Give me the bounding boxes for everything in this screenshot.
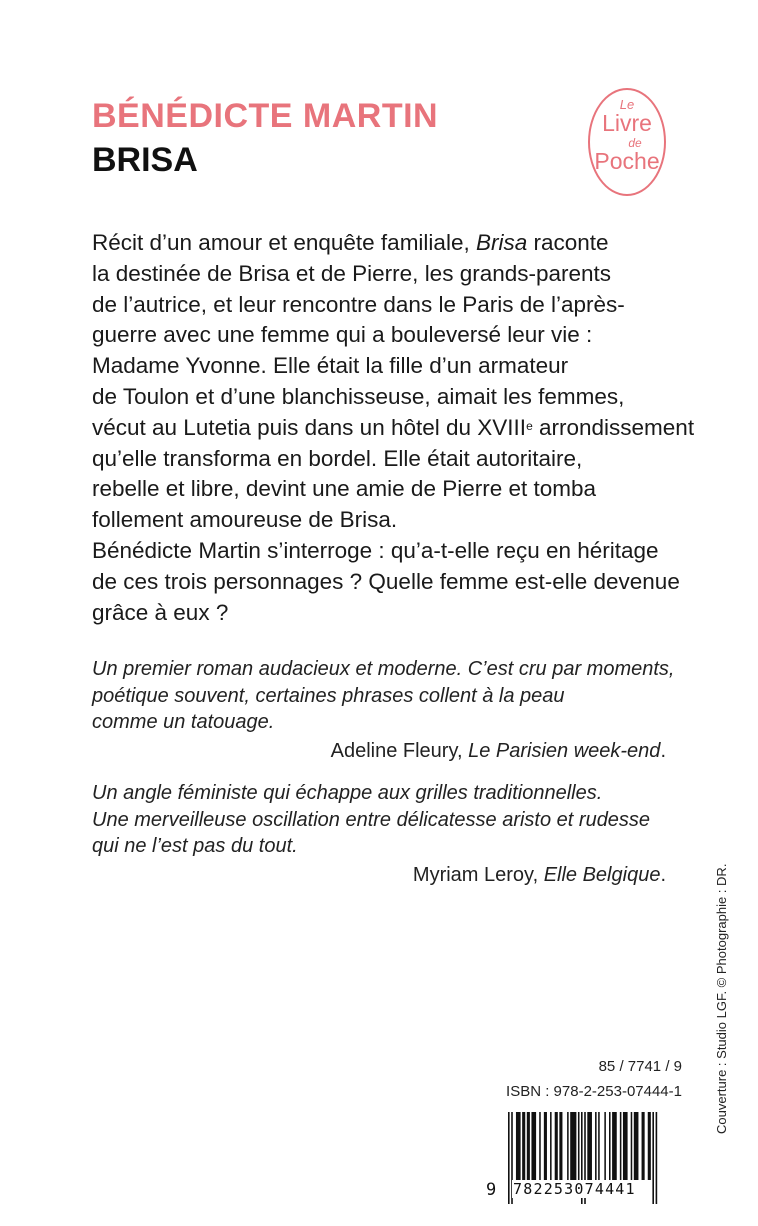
quote-line: comme un tatouage. bbox=[92, 711, 275, 733]
barcode-digits: 782253074441 bbox=[513, 1180, 636, 1198]
quote-line: qui ne l’est pas du tout. bbox=[92, 835, 298, 857]
barcode-bar bbox=[550, 1112, 552, 1180]
press-quote bbox=[92, 656, 675, 764]
isbn-number: ISBN : 978-2-253-07444-1 bbox=[506, 1083, 682, 1100]
barcode-bar bbox=[544, 1112, 547, 1180]
barcode-bar bbox=[516, 1112, 521, 1180]
summary-line: la destinée de Brisa et de Pierre, les grands-parents bbox=[92, 260, 612, 286]
barcode-bar bbox=[527, 1112, 530, 1180]
book-title: BRISA bbox=[92, 141, 198, 179]
logo-word-le: Le bbox=[619, 97, 635, 112]
barcode-bar bbox=[587, 1112, 592, 1180]
summary-line: qu’elle transforma en bordel. Elle était autoritaire, bbox=[92, 445, 583, 471]
barcode-bar bbox=[595, 1112, 597, 1180]
press-quote bbox=[92, 780, 672, 888]
quote-punctuation: . bbox=[660, 863, 666, 886]
barcode-bar bbox=[531, 1112, 536, 1180]
summary-line: Bénédicte Martin s’interroge : qu’a-t-elle reçu en héritage bbox=[92, 537, 659, 563]
quote-line: Un premier roman audacieux et moderne. C’est cru par moments, bbox=[92, 658, 675, 680]
quote-author: Myriam Leroy, bbox=[412, 863, 544, 886]
summary-title-italic: Brisa bbox=[475, 230, 528, 255]
summary-line: rebelle et libre, devint une amie de Pierre et tomba bbox=[92, 476, 597, 502]
barcode-bar bbox=[567, 1112, 569, 1180]
barcode-bar bbox=[539, 1112, 541, 1180]
livre-de-poche-logo bbox=[588, 88, 666, 196]
barcode-bar bbox=[508, 1112, 510, 1204]
summary-line: de Toulon et d’une blanchisseuse, aimait les femmes, bbox=[92, 383, 625, 409]
logo-word-de: de bbox=[628, 136, 642, 150]
barcode-bar bbox=[634, 1112, 639, 1180]
summary-line: de ces trois personnages ? Quelle femme est-elle devenue bbox=[92, 568, 680, 594]
barcode-bar bbox=[570, 1112, 576, 1180]
summary-line: de l’autrice, et leur rencontre dans le Paris de l’après- bbox=[92, 291, 625, 317]
barcode-bar bbox=[642, 1112, 645, 1180]
quote-source: Le Parisien week-end bbox=[468, 739, 661, 762]
barcode-bar bbox=[559, 1112, 562, 1180]
barcode-bar bbox=[652, 1112, 654, 1204]
book-summary bbox=[92, 228, 695, 628]
quote-line: poétique souvent, certaines phrases collent à la peau bbox=[92, 684, 565, 707]
barcode-bar bbox=[598, 1112, 600, 1180]
quote-attribution bbox=[92, 738, 666, 765]
logo-word-livre: Livre bbox=[602, 110, 652, 136]
barcode-bar bbox=[604, 1112, 606, 1180]
summary-line: Madame Yvonne. Elle était la fille d’un armateur bbox=[92, 353, 569, 379]
barcode-bar bbox=[648, 1112, 651, 1180]
barcode-bar bbox=[620, 1112, 622, 1180]
summary-line: guerre avec une femme qui a bouleversé leur vie : bbox=[92, 322, 593, 348]
logo-word-poche: Poche bbox=[594, 148, 660, 174]
barcode-bar bbox=[623, 1112, 628, 1180]
summary-line bbox=[92, 228, 692, 259]
summary-text: vécut au Lutetia puis dans un hôtel du XVIII bbox=[92, 414, 527, 440]
barcode-bar bbox=[631, 1112, 633, 1180]
quote-punctuation: . bbox=[660, 739, 666, 762]
superscript: e bbox=[526, 418, 533, 433]
summary-line: grâce à eux ? bbox=[92, 599, 229, 625]
catalog-code: 85 / 7741 / 9 bbox=[598, 1058, 682, 1075]
cover-credit: Couverture : Studio LGF. © Photographie : DR. bbox=[714, 863, 729, 1134]
barcode-bar bbox=[555, 1112, 558, 1180]
summary-text: arrondissement bbox=[532, 414, 695, 440]
barcode-bar bbox=[522, 1112, 525, 1180]
summary-line: follement amoureuse de Brisa. bbox=[92, 507, 398, 533]
barcode-bar bbox=[612, 1112, 617, 1180]
summary-line bbox=[92, 413, 695, 444]
quote-line: Un angle féministe qui échappe aux grilles traditionnelles. bbox=[92, 782, 603, 804]
author-name: BÉNÉDICTE MARTIN bbox=[92, 97, 439, 135]
summary-text: Récit d’un amour et enquête familiale, bbox=[92, 230, 476, 255]
barcode-bar bbox=[609, 1112, 611, 1180]
quote-source: Elle Belgique bbox=[543, 863, 661, 886]
quote-author: Adeline Fleury, bbox=[330, 739, 469, 762]
barcode-bar bbox=[578, 1112, 580, 1180]
quote-line: Une merveilleuse oscillation entre délicatesse aristo et rudesse bbox=[92, 808, 651, 831]
barcode-first-digit: 9 bbox=[486, 1180, 497, 1200]
quote-attribution bbox=[92, 862, 666, 889]
summary-text: raconte bbox=[527, 230, 609, 255]
barcode-bar bbox=[656, 1112, 658, 1204]
